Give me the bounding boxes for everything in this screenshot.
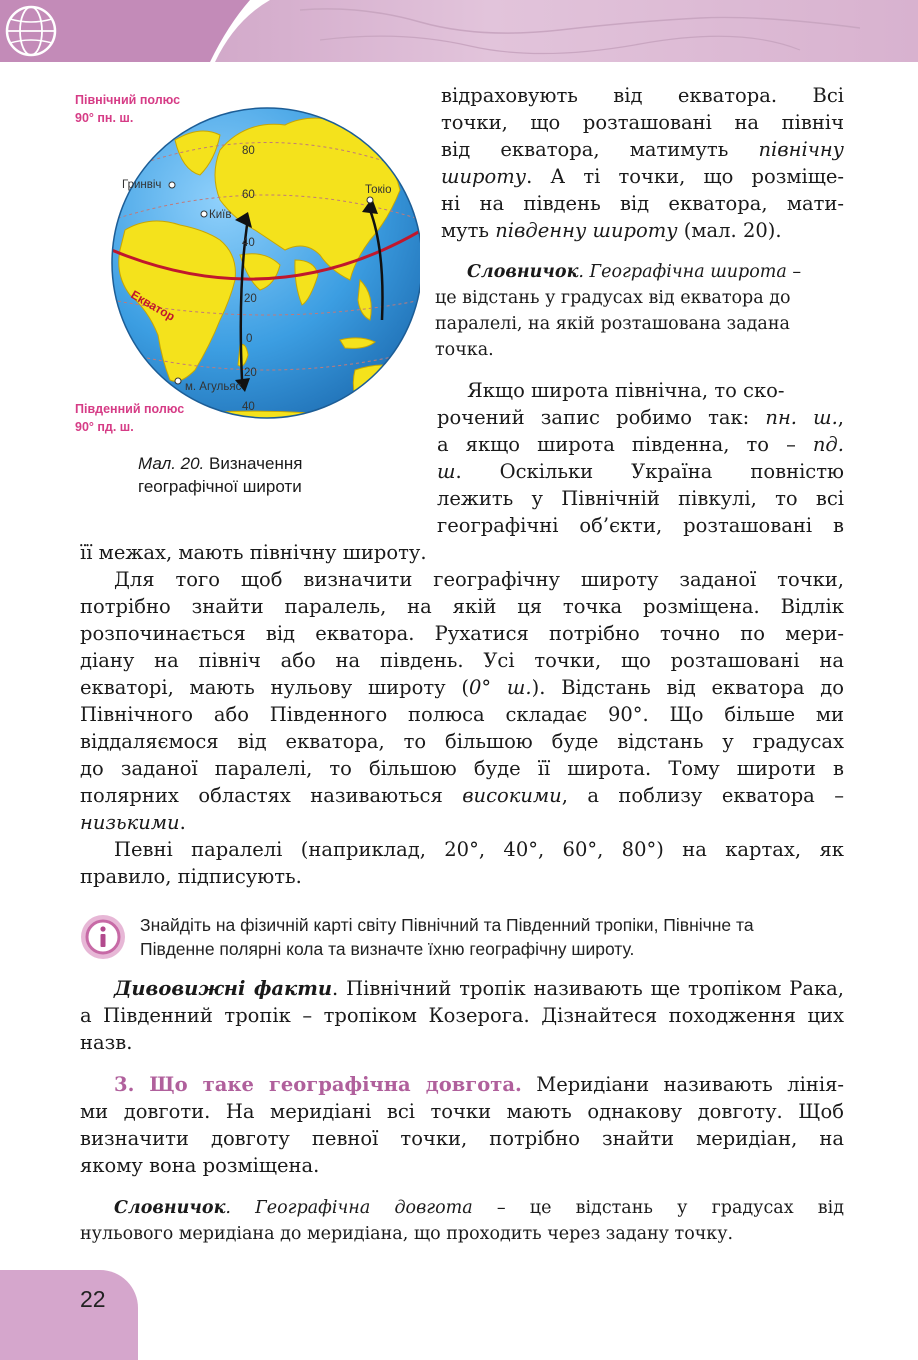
text-line: потрібно знайти паралель, на якій ця точка розміщена. Відлік bbox=[80, 595, 844, 618]
text-line: низькими. bbox=[80, 811, 186, 834]
amazing-facts: Дивовижні факти. Північний тропік називають ще тропіком Рака, bbox=[114, 977, 844, 1000]
globe-logo-icon bbox=[0, 0, 62, 62]
text-line: це відстань у градусах від екватора до bbox=[435, 288, 791, 308]
text-line: полярних областях називаються високими, а поблизу екватора – bbox=[80, 784, 844, 807]
north-pole-label: Північний полюс bbox=[75, 93, 181, 107]
text-line: а Південний тропік – тропіком Козерога. Дізнайтеся походження цих bbox=[80, 1004, 844, 1027]
lat-40-label: 40 bbox=[242, 237, 255, 249]
lat-80-label: 80 bbox=[242, 145, 255, 157]
globe-latitude-figure bbox=[70, 80, 420, 440]
text-line: нульового меридіана до меридіана, що проходить через задану точку. bbox=[80, 1224, 734, 1244]
equator-label: Екватор bbox=[128, 287, 178, 324]
lat-s20-label: 20 bbox=[244, 367, 257, 379]
text-line: Для того щоб визначити географічну широту заданої точки, bbox=[114, 568, 844, 591]
lat-0-label: 0 bbox=[246, 333, 253, 345]
page-header bbox=[0, 0, 918, 62]
text-line: муть південну широту (мал. 20). bbox=[441, 219, 782, 242]
text-line: правило, підписують. bbox=[80, 865, 302, 888]
glossary-longitude: Словничок. Географічна довгота – це відстань у градусах від bbox=[114, 1198, 844, 1218]
figure-caption bbox=[138, 452, 368, 498]
text-line: розпочинається від екватора. Рухатися потрібно точно по мери- bbox=[80, 622, 844, 645]
text-line: Північного або Південного полюса складає 90°. Що більше ми bbox=[80, 703, 844, 726]
caption-line2: географічної широти bbox=[138, 477, 302, 496]
text-line: від екватора, матимуть північну bbox=[441, 138, 844, 161]
text-line: точки, що розташовані на північ bbox=[441, 111, 844, 134]
task-note bbox=[140, 913, 850, 961]
header-map-banner bbox=[0, 0, 918, 62]
agulhas-label: м. Агульяс bbox=[185, 381, 242, 393]
text-line: Якщо широта північна, то ско- bbox=[467, 379, 785, 402]
text-line: ми довготи. На меридіані всі точки мають однакову довготу. Щоб bbox=[80, 1100, 844, 1123]
text-line: а якщо широта південна, то – пд. bbox=[437, 433, 844, 456]
lat-s40-label: 40 bbox=[242, 401, 255, 413]
text-line: назв. bbox=[80, 1031, 133, 1054]
page-number: 22 bbox=[80, 1286, 106, 1312]
text-line: широту. А ті точки, що розміще- bbox=[441, 165, 844, 188]
text-line: екваторі, мають нульову широту (0° ш.). Відстань від екватора до bbox=[80, 676, 845, 699]
text-line: якому вона розміщена. bbox=[80, 1154, 320, 1177]
task-line-1: Знайдіть на фізичній карті світу Північний та Південний тропіки, Північне та bbox=[140, 915, 754, 935]
text-line: географічні об’єкти, розташовані в bbox=[437, 514, 844, 537]
text-line: визначити довготу певної точки, потрібно знайти меридіан, на bbox=[80, 1127, 844, 1150]
text-line: точка. bbox=[435, 340, 494, 360]
tokyo-label: Токіо bbox=[365, 184, 392, 196]
text-line: Певні паралелі (наприклад, 20°, 40°, 60°, 80°) на картах, як bbox=[114, 838, 844, 861]
glossary-latitude: Словничок. Географічна широта – bbox=[467, 262, 802, 282]
info-icon bbox=[80, 914, 126, 960]
text-line: до заданої паралелі, то більшою буде її широта. Тому широти в bbox=[80, 757, 844, 780]
kyiv-label: Київ bbox=[209, 209, 232, 221]
greenwich-label: Гринвіч bbox=[122, 179, 162, 191]
text-line: ні на південь від екватора, мати- bbox=[441, 192, 844, 215]
text-line: відраховують від екватора. Всі bbox=[441, 84, 844, 107]
page-number-tab bbox=[0, 1270, 138, 1360]
lat-20-label: 20 bbox=[244, 293, 257, 305]
caption-number: Мал. 20. bbox=[138, 454, 205, 473]
task-line-2: Південне полярні кола та визначте їхню географічну широту. bbox=[140, 939, 635, 959]
text-line: лежить у Північній півкулі, то всі bbox=[437, 487, 844, 510]
text-line: рочений запис робимо так: пн. ш., bbox=[437, 406, 844, 429]
lat-60-label: 60 bbox=[242, 189, 255, 201]
south-pole-coord: 90° пд. ш. bbox=[75, 420, 134, 434]
caption-line1: Визначення bbox=[209, 454, 303, 473]
text-line: паралелі, на якій розташована задана bbox=[435, 314, 790, 334]
text-line: її межах, мають північну широту. bbox=[80, 541, 427, 564]
south-pole-label: Південний полюс bbox=[75, 402, 185, 416]
text-line: діану на північ або на південь. Усі точки, що розташовані на bbox=[80, 649, 844, 672]
text-line: ш. Оскільки Україна повністю bbox=[437, 460, 844, 483]
section-3-heading: 3. Що таке географічна довгота. Меридіани називають лінія- bbox=[114, 1073, 844, 1096]
north-pole-coord: 90° пн. ш. bbox=[75, 111, 134, 125]
text-line: віддаляємося від екватора, то більшою буде відстань у градусах bbox=[80, 730, 844, 753]
